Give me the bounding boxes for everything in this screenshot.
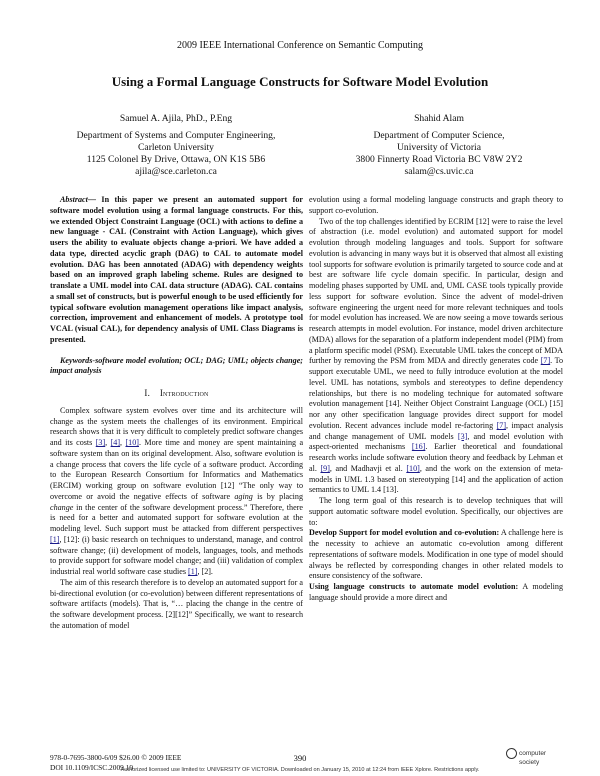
body-paragraph — [50, 578, 303, 632]
computer-society-logo-icon — [506, 748, 517, 759]
author-dept: Department of Computer Science, — [373, 130, 505, 141]
objective-heading: Using language constructs to automate model evolution: — [309, 582, 519, 591]
section-number: I. — [144, 388, 151, 398]
body-text: , [12]: (i) basic research on techniques to understand, manage, and control software change; (ii) development of models, languages, tools, and methods to provide support for software model change; and (iii) validation of complex industrial real world software case studies — [50, 534, 303, 576]
citation-link[interactable]: [3] — [457, 431, 468, 441]
body-text: . To support executable UML, we need to fully introduce evolution at the model level. UML has notations, symbols and stereotypes to define dependency relationships, but there is no modeling technique for automated software evolution management [14]. Neither Object Constraint Language (OCL) [15] nor any other specification language provides direct support for model evolution. Recent advances include model re-factoring — [309, 356, 563, 430]
citation-link[interactable]: [10] — [406, 463, 420, 473]
citation-link[interactable]: [1] — [188, 567, 198, 576]
author-address: 3800 Finnerty Road Victoria BC V8W 2Y2 — [355, 154, 523, 165]
logo-text-2: society — [519, 759, 540, 766]
right-column — [309, 195, 563, 604]
page-number: 390 — [293, 753, 307, 763]
keywords-label: Keywords- — [60, 355, 96, 365]
body-text: evolution using a formal modeling language constructs and graph theory to support co-evolution. — [309, 195, 563, 215]
author-email[interactable]: ajila@sce.carleton.ca — [135, 166, 217, 177]
paper-title: Using a Formal Language Constructs for Software Model Evolution — [111, 74, 489, 89]
section-heading — [50, 388, 303, 399]
citation-link[interactable]: [4] — [110, 438, 121, 447]
keywords-text: software model evolution; OCL; DAG; UML; objects change; impact analysis — [50, 355, 303, 376]
emphasis-text: aging — [234, 491, 253, 501]
body-text: in the center of the software development process.” Therefore, there is need for a better and automated support for software evolution at the modeling level. Such support must be attacked from different perspectives — [50, 502, 303, 533]
abstract-label: Abstract — [60, 195, 88, 204]
body-text: , and model evolution with aspect-oriented mechanisms — [309, 431, 564, 452]
author-name: Shahid Alam — [414, 113, 464, 124]
body-paragraph — [50, 406, 303, 578]
citation-link[interactable]: [7] — [496, 420, 507, 430]
body-text: , and the work on the extension of meta-models in UML 1.3 based on stereotyping [14] and the application of action semantics to UML 1.4 [13]. — [309, 463, 563, 495]
body-paragraph — [309, 195, 563, 217]
doi-line: DOI 10.1109/ICSC.2009.19 — [50, 762, 134, 772]
body-paragraph — [309, 496, 563, 528]
author-address: 1125 Colonel By Drive, Ottawa, ON K1S 5B6 — [86, 154, 266, 165]
body-text: Complex software system evolves over time and its architecture will change as the system meets the challenges of its environment. Empirical research shows that it is very difficult to completely predict software changes and its costs — [50, 405, 303, 447]
author-org: University of Victoria — [397, 142, 481, 153]
citation-link[interactable]: [16] — [411, 442, 426, 452]
body-text: , — [105, 438, 111, 447]
body-paragraph — [309, 528, 563, 582]
body-text: , — [120, 438, 126, 447]
body-text: A modeling language should provide a more direct and — [309, 582, 563, 602]
author-block-2 — [320, 113, 558, 178]
isbn-line: 978-0-7695-3800-6/09 $26.00 © 2009 IEEE — [50, 753, 182, 762]
abstract-text: — In this paper we present an automated support for software model evolution using a formal language constructs. For this, we extended Object Constraint Language (OCL) with actions to define a new language - CAL (Constraint with Action Language), which gives users the ability to evaluate objects change a-priori. We have added a data type, directed acyclic graph (DAG) to CAL to automate model evolution. DAG has been annotated (ADAG) with dependency weights based on an improved graph labeling scheme. Rules are designed to translate a UML model into CAL data structure (ADAG). CAL contains a small set of constructs, but is powerful enough to be used efficiently for typical software evolution management operations like impact analysis, correction, improvement and enhancement of models. A prototype tool VCAL (visual CAL), for dependency analysis of UML Class Diagrams is presented. — [50, 195, 303, 344]
body-paragraph — [309, 217, 563, 497]
citation-link[interactable]: [10] — [125, 438, 139, 447]
license-notice: Authorized licensed use limited to: UNIVERSITY OF VICTORIA. Downloaded on January 15, 2010 at 12:24 from IEEE Xplore. Restrictions apply. — [120, 767, 480, 773]
conference-header: 2009 IEEE International Conference on Semantic Computing — [176, 40, 424, 51]
citation-link[interactable]: [1] — [50, 534, 60, 544]
body-text: . Earlier theoretical and foundational research works include software evolution theory and feedback by Lehman et al. — [309, 442, 563, 473]
body-text: , and Madhavji et al. — [329, 463, 407, 473]
citation-link[interactable]: [3] — [95, 438, 106, 447]
body-text: Two of the top challenges identified by ECRIM [12] were to raise the level of abstraction (i.e. model evolution) and automated support for model evolution through modeling languages and tools. Support for software evolution is advancing in many ways but it is observed that almost all existing tool supports for software evolution is primarily targeted to source code and at best are software life cycle domain specific. In particular, design and modeling phases supported by UML and, UML CASE tools typically provide less support for software evolution. Since the advent of model-driven software engineering the urgent need for more relevant techniques and tools for model evolution has increased. We are now seeing a move towards serious research attempts in model evolution. For instance, model driven architecture (MDA) allows for the separation of a platform independent model (PIM) from a platform specific model (PSM). Executable UML takes the concept of MDA further by removing the PSM from MDA and directly generates code — [309, 216, 563, 366]
left-column — [50, 195, 303, 632]
emphasis-text: change — [50, 502, 74, 512]
section-title: Introduction — [159, 388, 209, 398]
left-body — [50, 406, 303, 632]
logo-text-1: computer — [519, 750, 547, 758]
body-text: The long term goal of this research is to develop techniques that will support automatic software model evolution. Specifically, our objectives are to: — [309, 496, 563, 527]
body-text: , [2]. — [197, 567, 213, 576]
author-email[interactable]: salam@cs.uvic.ca — [404, 166, 474, 177]
citation-link[interactable]: [9] — [320, 463, 330, 473]
body-paragraph — [309, 582, 563, 604]
author-name: Samuel A. Ajila, PhD., P.Eng — [119, 113, 233, 124]
author-dept: Department of Systems and Computer Engineering, — [76, 130, 276, 141]
body-text: . More time and money are spent maintaining a software system than on its original development. Also, software evolution is a change process that covers the life cycle of a software product. According to the European Research Consortium for Informatics and Mathematics (ERCIM) working group on software evolution [12] “The only way to overcome or avoid the negative effects of software — [50, 438, 304, 501]
author-block-1 — [52, 113, 300, 178]
objective-heading: Develop Support for model evolution and co-evolution: — [309, 528, 500, 538]
keywords — [50, 356, 303, 378]
body-text: The aim of this research therefore is to develop an automated support for a bi-directional evolution (or co-evolution) between different representations of software artifacts (models). That is, “… placing the change in the centre of the software development process. [2][12]” Specifically, we want to research the automation of model — [50, 577, 303, 630]
body-text: is by placing — [252, 491, 304, 501]
citation-link[interactable]: [7] — [540, 356, 551, 366]
body-text: A challenge here is the necessity to achieve an automatic co-evolution among different representations of software models. Modification in one type of model should always be reflected by corresponding changes in other related models to ensure consistency of the software. — [309, 528, 563, 581]
computer-society-logo — [506, 748, 556, 766]
right-body — [309, 195, 563, 604]
body-text: , impact analysis and change management of UML models — [309, 420, 564, 441]
author-org: Carleton University — [138, 142, 214, 153]
abstract — [50, 195, 303, 346]
